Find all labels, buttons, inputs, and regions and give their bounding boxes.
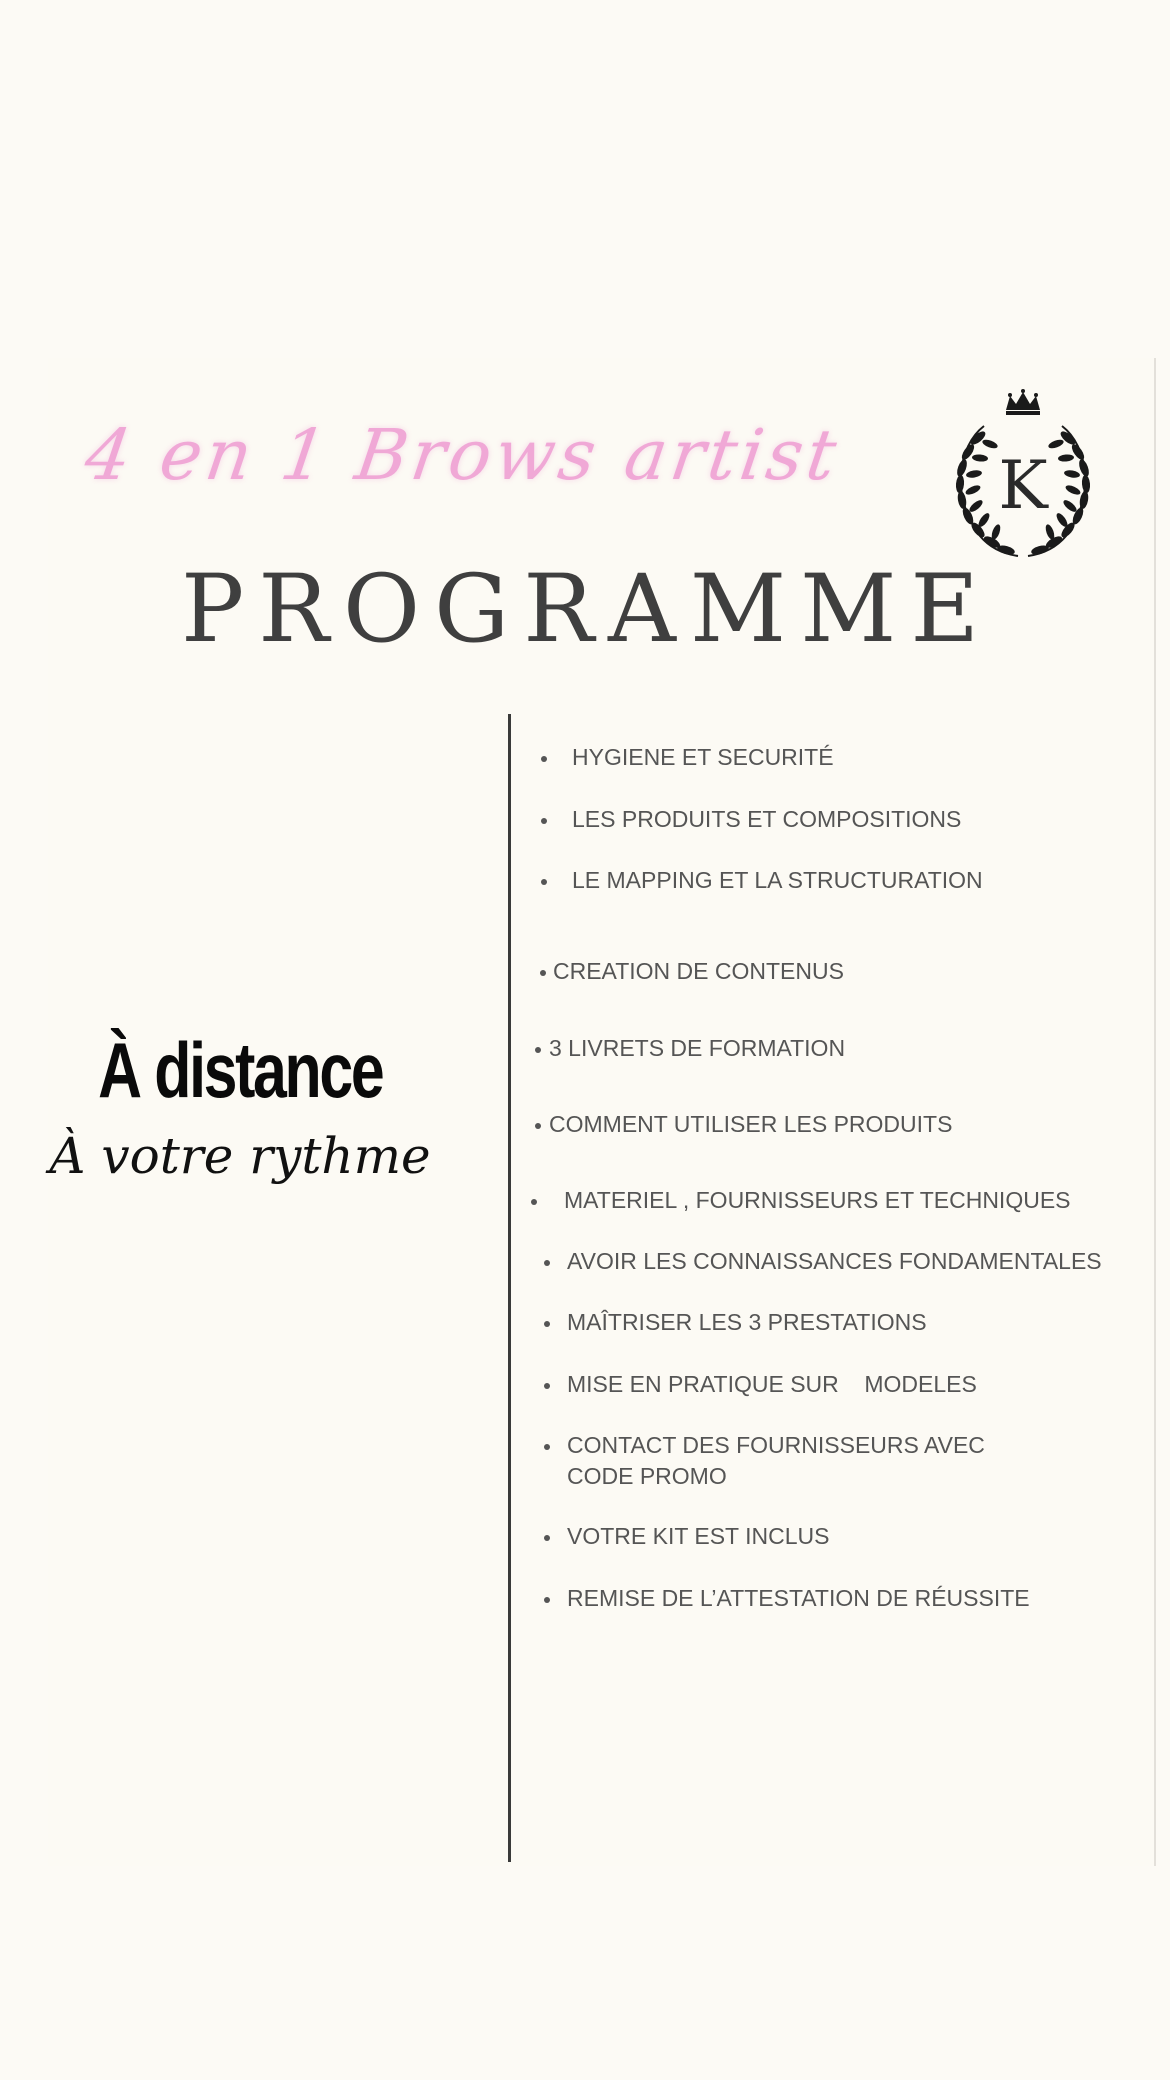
crown-icon <box>1006 389 1040 415</box>
list-item: MATERIEL , FOURNISSEURS ET TECHNIQUES <box>564 1187 1071 1213</box>
vertical-divider <box>508 714 511 1862</box>
crown-laurel-logo <box>940 386 1106 562</box>
list-item: MAÎTRISER LES 3 PRESTATIONS <box>567 1309 927 1335</box>
script-title: 4 en 1 Brows artist <box>80 414 846 496</box>
bullet-icon <box>544 1535 550 1541</box>
list-item: LES PRODUITS ET COMPOSITIONS <box>572 806 962 832</box>
bullet-icon <box>531 1199 537 1205</box>
bullet-icon <box>541 879 547 885</box>
list-item: HYGIENE ET SECURITÉ <box>572 744 834 770</box>
bullet-icon <box>544 1321 550 1327</box>
distance-label: À distance <box>97 1026 383 1114</box>
bullet-icon <box>540 970 546 976</box>
list-item: CREATION DE CONTENUS <box>553 958 844 984</box>
bullet-icon <box>544 1597 550 1603</box>
list-item: 3 LIVRETS DE FORMATION <box>549 1035 846 1061</box>
list-item: AVOIR LES CONNAISSANCES FONDAMENTALES <box>567 1248 1102 1274</box>
list-item: REMISE DE L’ATTESTATION DE RÉUSSITE <box>567 1585 1030 1611</box>
list-item: CONTACT DES FOURNISSEURS AVEC <box>567 1432 985 1458</box>
format-block <box>40 1020 440 1188</box>
bullet-icon <box>544 1383 550 1389</box>
bullet-icon <box>541 818 547 824</box>
rythme-label: À votre rythme <box>49 1127 431 1185</box>
bullet-icon <box>535 1047 541 1053</box>
bullet-icon <box>541 756 547 762</box>
bullet-icon <box>544 1260 550 1266</box>
page-title: PROGRAMME <box>181 555 993 664</box>
list-item: VOTRE KIT EST INCLUS <box>567 1523 830 1549</box>
list-item-continuation: CODE PROMO <box>567 1463 727 1489</box>
list-item: COMMENT UTILISER LES PRODUITS <box>549 1111 953 1137</box>
logo-letter: K <box>998 447 1048 524</box>
list-item: MISE EN PRATIQUE SUR MODELES <box>567 1371 977 1397</box>
bullet-icon <box>535 1123 541 1129</box>
bullet-icon <box>544 1444 550 1450</box>
list-item: LE MAPPING ET LA STRUCTURATION <box>572 867 983 893</box>
